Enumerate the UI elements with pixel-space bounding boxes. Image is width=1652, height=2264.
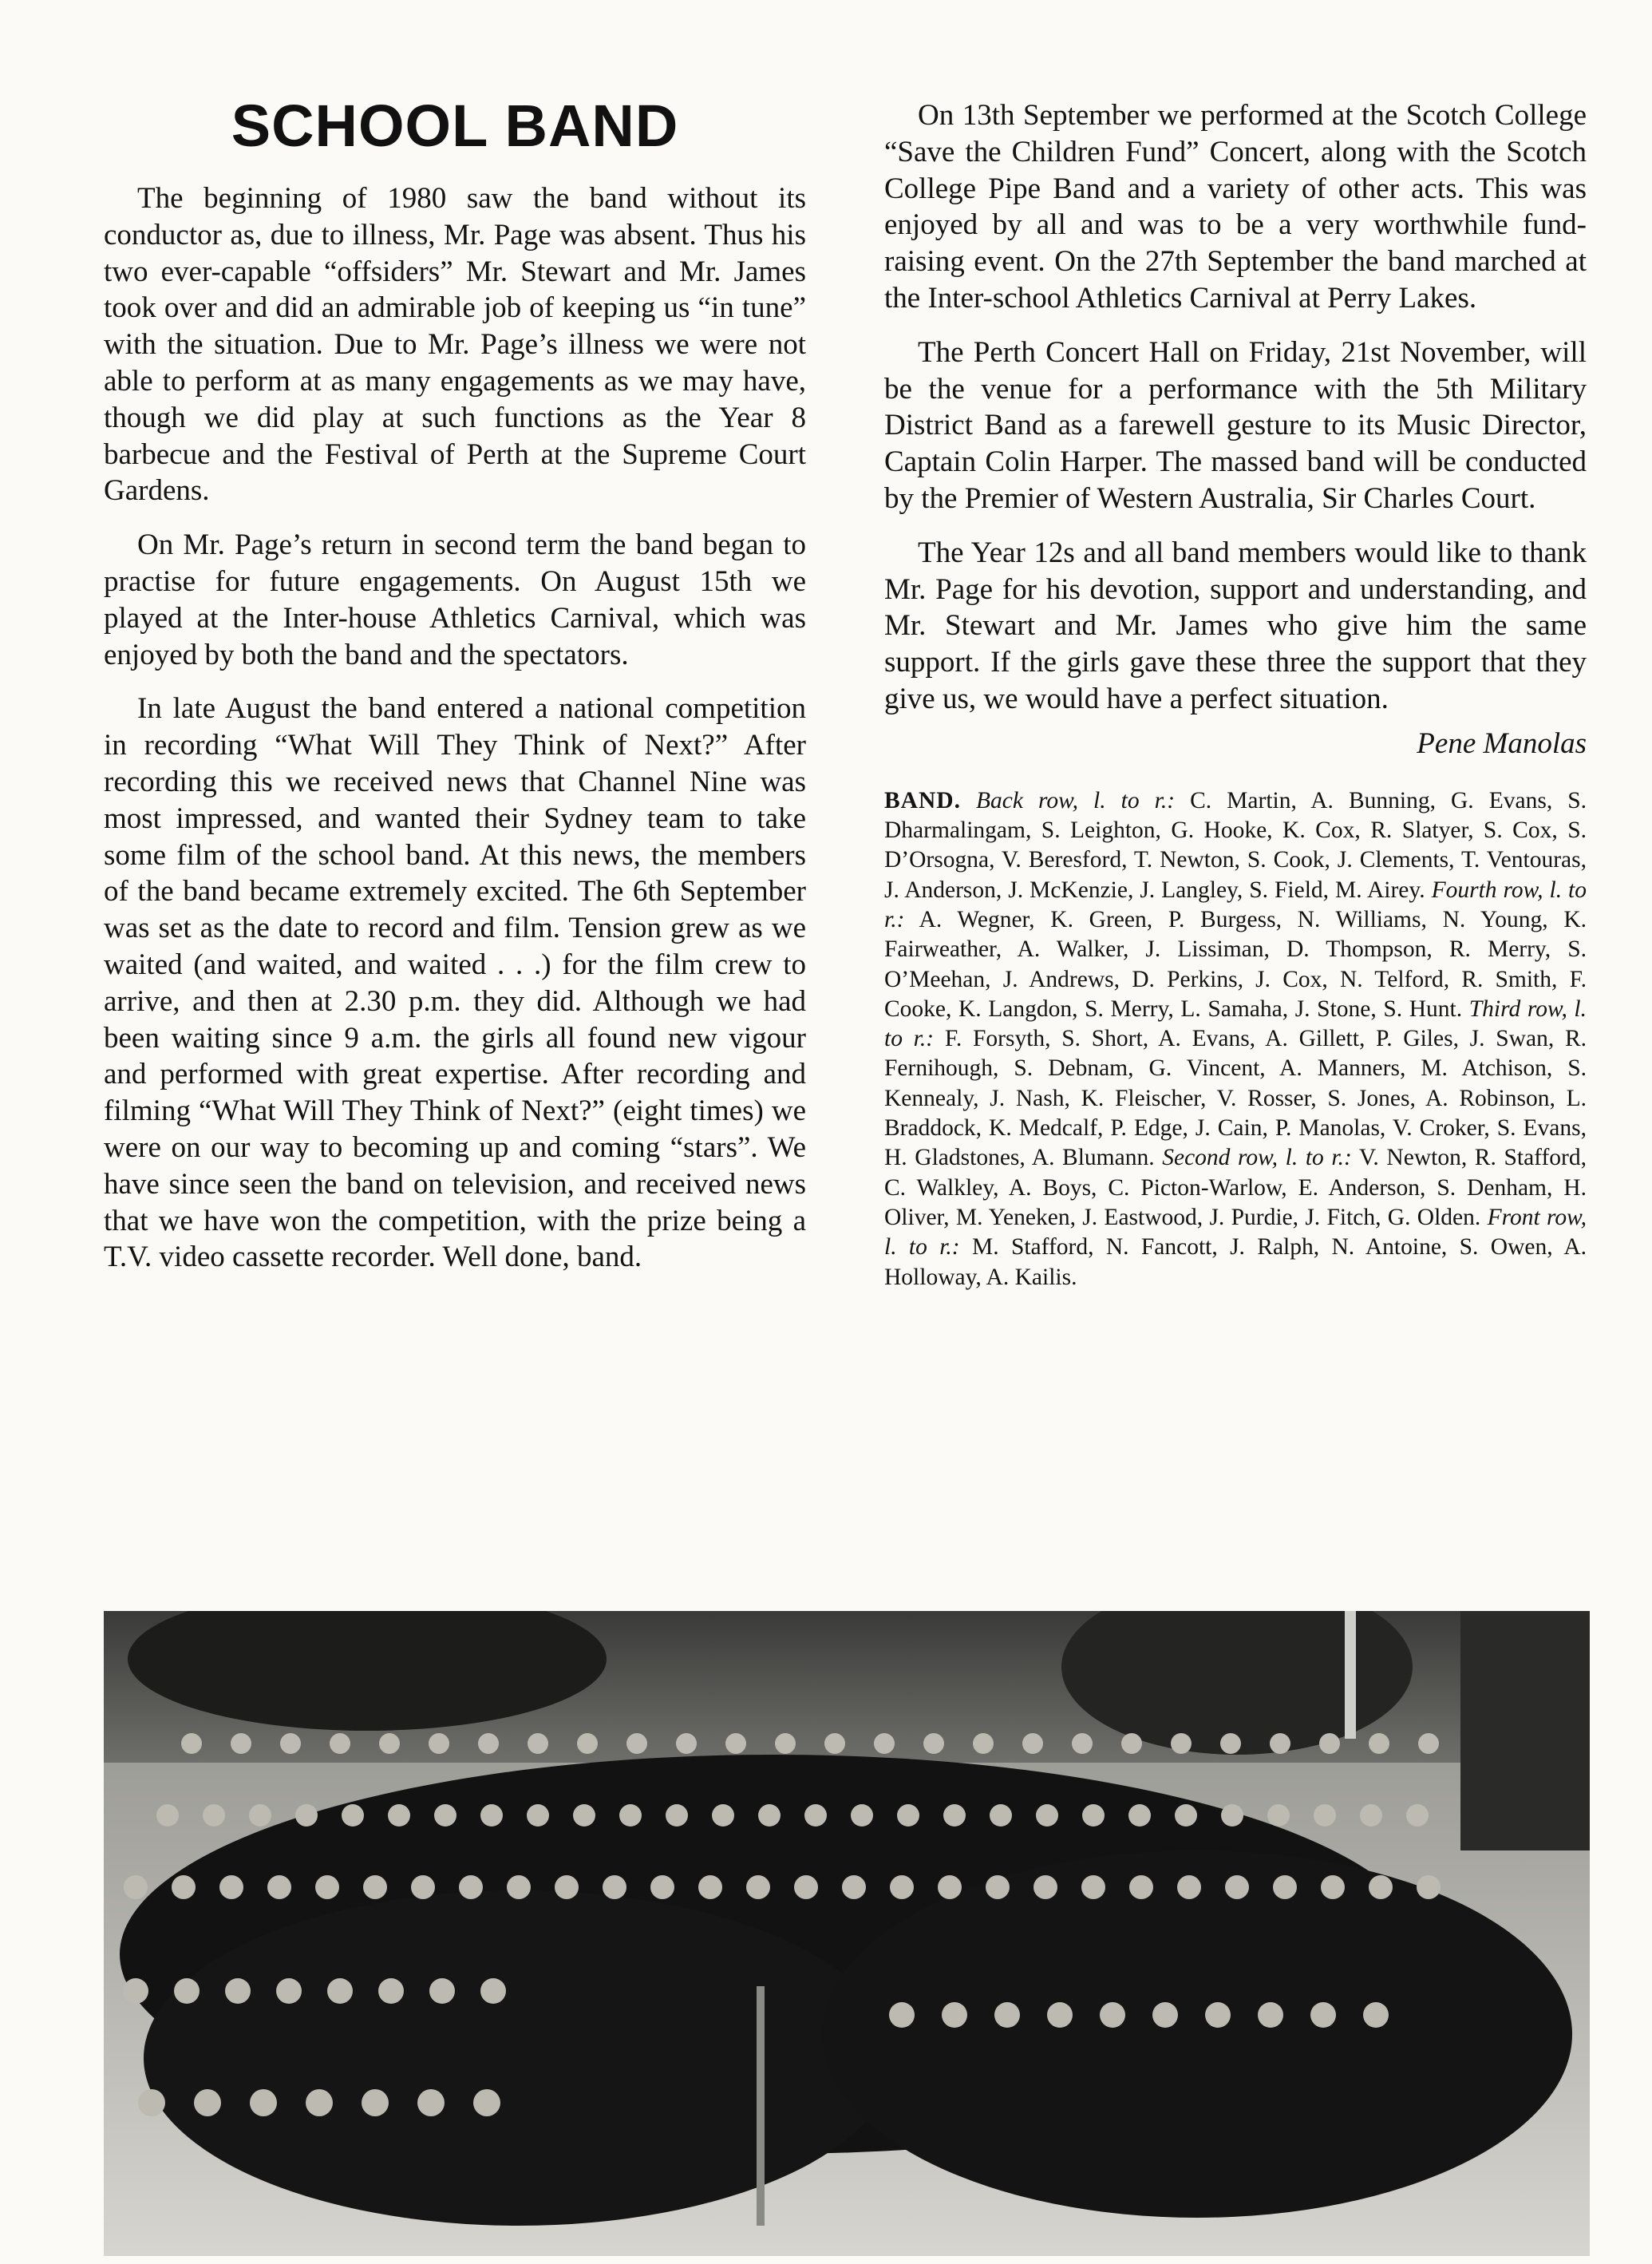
photo-face: [555, 1875, 579, 1899]
photo-face: [1129, 1875, 1153, 1899]
photo-face: [480, 1804, 503, 1827]
photo-face: [249, 1804, 271, 1827]
photo-face: [890, 1875, 914, 1899]
photo-face: [1221, 1804, 1243, 1827]
photo-face: [619, 1804, 642, 1827]
photo-face: [712, 1804, 734, 1827]
photo-face: [459, 1875, 483, 1899]
photo-face: [434, 1804, 456, 1827]
photo-face: [874, 1733, 895, 1754]
caption-row-heading: Fourth row, l. to r.:: [884, 877, 1587, 932]
left-paragraph-1: The beginning of 1980 saw the band without its conductor as, due to illness, Mr. Page was absent. Thus his two ever-capable “offsiders” Mr. Stewart and Mr. James took over and did an admirable job of keeping us “in tune” with the situation. Due to Mr. Page’s illness we were not able to perform at as many engagements as we may have, though we did play at such functions as the Year 8 barbecue and the Festival of Perth at the Supreme Court Gardens.: [104, 182, 806, 508]
photo-face: [851, 1804, 873, 1827]
photo-face: [943, 1804, 966, 1827]
photo-face: [1363, 2002, 1389, 2028]
caption-row-names: M. Stafford, N. Fancott, J. Ralph, N. Antoine, S. Owen, A. Holloway, A. Kailis.: [884, 1234, 1587, 1290]
photo-face: [429, 1733, 449, 1754]
photo-face: [276, 1978, 302, 2004]
photo-face: [315, 1875, 339, 1899]
photo-face: [267, 1875, 291, 1899]
photo-face: [1072, 1733, 1093, 1754]
photo-stake: [757, 1986, 765, 2226]
photo-band-members: [144, 1890, 894, 2226]
photo-face: [938, 1875, 962, 1899]
photo-face: [1319, 1733, 1340, 1754]
photo-face: [990, 1804, 1012, 1827]
photo-face: [473, 2089, 500, 2116]
photo-face: [156, 1804, 179, 1827]
photo-face: [842, 1875, 866, 1899]
left-paragraph-2: On Mr. Page’s return in second term the band began to practise for future engagements. On August 15th we played at the Inter-house Athletics Carnival, which was enjoyed by both the band and the spectators.: [104, 528, 806, 671]
photo-face: [942, 2002, 967, 2028]
photo-face: [1036, 1804, 1058, 1827]
photo-face: [1220, 1733, 1241, 1754]
photo-face: [172, 1875, 196, 1899]
photo-face: [280, 1733, 301, 1754]
photo-building: [1460, 1611, 1590, 1850]
photo-face: [363, 1875, 387, 1899]
photo-face: [362, 2089, 389, 2116]
photo-face: [1033, 1875, 1057, 1899]
photo-face: [1100, 2002, 1125, 2028]
photo-face: [330, 1733, 350, 1754]
photo-face: [897, 1804, 919, 1827]
photo-face: [603, 1875, 626, 1899]
photo-face: [429, 1978, 455, 2004]
photo-face: [1406, 1804, 1429, 1827]
photo-face: [1310, 2002, 1336, 2028]
left-column: [104, 92, 806, 1293]
author-signature: Pene Manolas: [1417, 726, 1587, 760]
photo-face: [1225, 1875, 1249, 1899]
photo-face: [1360, 1804, 1382, 1827]
photo-face: [1369, 1875, 1393, 1899]
photo-face: [225, 1978, 251, 2004]
photo-face: [123, 1978, 148, 2004]
photo-face: [478, 1733, 499, 1754]
caption-row-heading: Second row, l. to r.:: [1162, 1145, 1352, 1171]
photo-face: [650, 1875, 674, 1899]
photo-face: [528, 1733, 548, 1754]
photo-face: [194, 2089, 221, 2116]
caption-row-heading: Back row, l. to r.:: [976, 787, 1176, 813]
caption-row-names: V. Newton, R. Stafford, C. Walkley, A. Boys, C. Picton-Warlow, E. Anderson, S. Denham, H. Oliver, M. Yeneken, J. Eastwood, J. Purdie, J. Fitch, G. Olden.: [884, 1145, 1587, 1230]
photo-face: [794, 1875, 818, 1899]
photo-face: [1258, 2002, 1283, 2028]
photo-face: [306, 2089, 333, 2116]
caption-row-heading: Third row, l. to r.:: [884, 995, 1587, 1052]
photo-face: [1267, 1804, 1290, 1827]
left-paragraph-3: In late August the band entered a national competition in recording “What Will They Think of Next?” After recording this we received news that Channel Nine was most impressed, and wanted their Sydney team to take some film of the school band. At this news, the members of the band became extremely excited. The 6th September was set as the date to record and film. Tension grew as we waited (and waited, and waited . . .) for the film crew to arrive, and then at 2.30 p.m. they did. Although we had been waiting since 9 a.m. the girls all found new vigour and performed with great expertise. After recording and filming “What Will They Think of Next?” (eight times) we were on our way to becoming up and coming “stars”. We have since seen the band on television, and received news that we have won the competition, with the prize being a T.V. video cassette recorder. Well done, band.: [104, 692, 806, 1274]
photo-face: [986, 1875, 1010, 1899]
photo-face: [666, 1804, 688, 1827]
photo-face: [775, 1733, 796, 1754]
photo-face: [1082, 1804, 1105, 1827]
photo-face: [889, 2002, 915, 2028]
caption-row-names: C. Martin, A. Bunning, G. Evans, S. Dharmalingam, S. Leighton, G. Hooke, K. Cox, R. Slatyer, S. Cox, S. D’Orsogna, V. Beresford, T. Newton, S. Cook, J. Clements, T. Ventouras, J. Anderson, J. McKenzie, J. Langley, S. Field, M. Airey.: [884, 787, 1587, 903]
photo-face: [1205, 2002, 1231, 2028]
photo-face: [1273, 1875, 1297, 1899]
photo-face: [725, 1733, 746, 1754]
photo-face: [378, 1978, 404, 2004]
photo-face: [181, 1733, 202, 1754]
photo-face: [994, 2002, 1020, 2028]
photo-face: [507, 1875, 531, 1899]
right-paragraph-3: The Year 12s and all band members would like to thank Mr. Page for his devotion, support and understanding, and Mr. Stewart and Mr. James who give him the same support. If the girls gave these three the support that they give us, we would have a perfect situation.: [884, 536, 1587, 715]
photo-face: [1047, 2002, 1073, 2028]
article-title: SCHOOL BAND: [231, 93, 679, 159]
photo-face: [1314, 1804, 1336, 1827]
photo-face: [824, 1733, 845, 1754]
photo-face: [138, 2089, 165, 2116]
photo-face: [1418, 1733, 1439, 1754]
photo-face: [250, 2089, 277, 2116]
photo-face: [1128, 1804, 1151, 1827]
photo-face: [1177, 1875, 1201, 1899]
photo-face: [973, 1733, 994, 1754]
photo-face: [1121, 1733, 1142, 1754]
photo-face: [1081, 1875, 1105, 1899]
photo-face: [219, 1875, 243, 1899]
photo-face: [923, 1733, 944, 1754]
photo-face: [174, 1978, 200, 2004]
photo-face: [411, 1875, 435, 1899]
right-paragraph-2: The Perth Concert Hall on Friday, 21st November, will be the venue for a performance with the 5th Military District Band as a farewell gesture to its Music Director, Captain Colin Harper. The massed band will be conducted by the Premier of Western Australia, Sir Charles Court.: [884, 335, 1587, 515]
photo-face: [758, 1804, 781, 1827]
photo-face: [379, 1733, 400, 1754]
caption-label: BAND.: [884, 787, 961, 813]
photo-face: [342, 1804, 364, 1827]
photo-face: [388, 1804, 410, 1827]
photo-face: [1152, 2002, 1178, 2028]
photo-face: [124, 1875, 148, 1899]
band-group-photo: [104, 1611, 1590, 2256]
right-column: [884, 97, 1587, 1292]
photo-face: [203, 1804, 225, 1827]
caption-row-heading: Front row, l. to r.:: [884, 1204, 1587, 1261]
photo-face: [1321, 1875, 1345, 1899]
photo-face: [577, 1733, 598, 1754]
photo-face: [804, 1804, 827, 1827]
photo-caption: [884, 786, 1587, 1292]
photo-face: [417, 2089, 445, 2116]
photo-face: [527, 1804, 549, 1827]
photo-face: [573, 1804, 595, 1827]
caption-row-names: A. Wegner, K. Green, P. Burgess, N. Williams, N. Young, K. Fairweather, A. Walker, J. Lissiman, D. Thompson, R. Merry, S. O’Meehan, J. Andrews, D. Perkins, J. Cox, N. Telford, R. Smith, F. Cooke, K. Langdon, S. Merry, L. Samaha, J. Stone, S. Hunt.: [884, 906, 1587, 1022]
caption-row-names: F. Forsyth, S. Short, A. Evans, A. Gillett, P. Giles, J. Swan, R. Fernihough, S. Debnam, G. Vincent, A. Manners, M. Atchison, S. Kennealy, J. Nash, K. Fleischer, V. Rosser, S. Jones, A. Robinson, L. Braddock, K. Medcalf, P. Edge, J. Cain, P. Manolas, V. Croker, S. Evans, H. Gladstones, A. Blumann.: [884, 1026, 1587, 1171]
photo-face: [746, 1875, 770, 1899]
band-photo-drawing: [104, 1611, 1590, 2256]
photo-face: [1175, 1804, 1197, 1827]
photo-face: [1369, 1733, 1389, 1754]
photo-face: [698, 1875, 722, 1899]
photo-face: [676, 1733, 697, 1754]
photo-face: [1270, 1733, 1290, 1754]
photo-face: [480, 1978, 506, 2004]
photo-band-members: [822, 1850, 1572, 2218]
photo-face: [327, 1978, 353, 2004]
photo-post: [1345, 1611, 1356, 1739]
photo-face: [1171, 1733, 1192, 1754]
right-paragraph-1: On 13th September we performed at the Scotch College “Save the Children Fund” Concert, along with the Scotch College Pipe Band and a variety of other acts. This was enjoyed by all and was to be a very worthwhile fund-raising event. On the 27th September the band marched at the Inter-school Athletics Carnival at Perry Lakes.: [884, 99, 1587, 315]
photo-face: [1022, 1733, 1043, 1754]
photo-face: [295, 1804, 318, 1827]
photo-face: [626, 1733, 647, 1754]
photo-face: [231, 1733, 251, 1754]
photo-face: [1417, 1875, 1441, 1899]
